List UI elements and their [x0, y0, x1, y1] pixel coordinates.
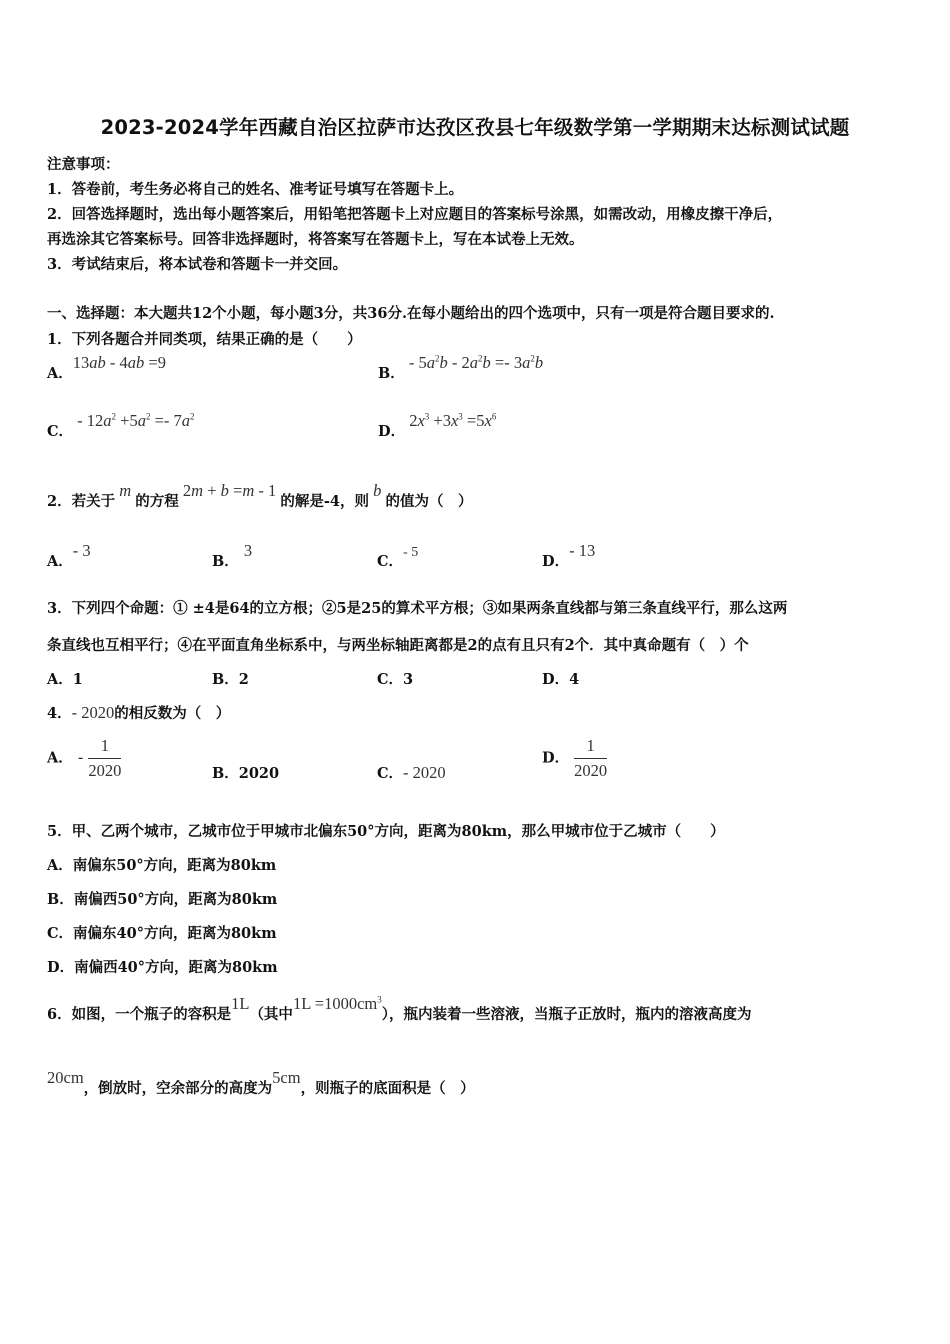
- q2-option-c: C．- 5: [377, 545, 419, 570]
- q4-option-d: D． $\frac{1}{2020}$: [542, 736, 608, 780]
- notice-item: 1．答卷前，考生务必将自己的姓名、准考证号填写在答题卡上。: [47, 181, 464, 198]
- q4-option-a: A． - $\frac{1}{2020}$: [47, 736, 122, 780]
- notice-item: 2．回答选择题时，选出每小题答案后，用铅笔把答题卡上对应题目的答案标号涂黑，如需改动，用橡皮擦干净后，: [47, 206, 783, 223]
- q2-option-a: A．- 3: [47, 541, 91, 570]
- q1-option-c: C． - $12a^2 +5a^2 =- 7a^2$: [47, 411, 195, 440]
- question-6-line-2: 20cm，倒放时，空余部分的高度为5cm，则瓶子的底面积是（ ）: [47, 1068, 475, 1097]
- q2-option-d: D．- 13: [542, 541, 596, 570]
- q1-b-expr: - $5a^2b - 2a^2b =- 3a^2b$: [404, 353, 544, 372]
- q1-option-a: A．13ab - 4ab =9: [47, 353, 166, 382]
- q3-option-d: D．4: [542, 671, 580, 688]
- question-3-line-2: 条直线也互相平行；④在平面直角坐标系中，与两坐标轴距离都是2的点有且只有2个．其中真命题有（ ）个: [47, 637, 749, 654]
- question-4-stem: 4．- 2020的相反数为（ ）: [47, 703, 231, 722]
- q5-option-b: B．南偏西50°方向，距离为80km: [47, 891, 278, 908]
- q1-option-b: B． - $5a^2b - 2a^2b =- 3a^2b$: [378, 353, 544, 382]
- q2-var-b: b: [373, 481, 382, 500]
- notice-heading: 注意事项：: [47, 156, 120, 173]
- q4-option-b: B．2020: [212, 765, 280, 782]
- q5-option-c: C．南偏东40°方向，距离为80km: [47, 925, 277, 942]
- question-6-line-1: 6．如图，一个瓶子的容积是1L（其中$1L =1000cm^3$），瓶内装着一些溶液，当瓶子正放时，瓶内的溶液高度为: [47, 994, 752, 1023]
- q3-option-c: C．3: [377, 671, 414, 688]
- q4-d-fraction: $\frac{1}{2020}$: [574, 736, 608, 780]
- q3-option-b: B．2: [212, 671, 249, 688]
- q3-option-a: A．1: [47, 671, 83, 688]
- q1-c-expr: - $12a^2 +5a^2 =- 7a^2$: [73, 411, 195, 430]
- q4-option-c: C．- 2020: [377, 763, 446, 782]
- section-heading: 一、选择题：本大题共12个小题，每小题3分，共36分.在每小题给出的四个选项中，只有一项是符合题目要求的.: [47, 305, 775, 322]
- q6-unit-equation: $1L =1000cm^3$: [292, 994, 382, 1013]
- page-title: 2023-2024学年西藏自治区拉萨市达孜区孜县七年级数学第一学期期末达标测试试题: [100, 116, 850, 139]
- q2-equation: 2m + b =m - 1: [178, 481, 281, 500]
- q1-a-expr: 13ab - 4ab =9: [72, 353, 166, 372]
- q2-var-m: m: [119, 481, 132, 500]
- notice-item: 3．考试结束后，将本试卷和答题卡一并交回。: [47, 256, 348, 273]
- q5-option-a: A．南偏东50°方向，距离为80km: [47, 857, 277, 874]
- notice-item: 再选涂其它答案标号。回答非选择题时，将答案写在答题卡上，写在本试卷上无效。: [47, 231, 584, 248]
- q2-option-b: B． 3: [212, 541, 253, 570]
- q1-d-expr: $2x^3 +3x^3 =5x^6$: [405, 411, 497, 430]
- q4-a-fraction: $\frac{1}{2020}$: [88, 736, 122, 780]
- question-2-stem: 2．若关于 m 的方程 2m + b =m - 1 的解是-4，则 b 的值为（ ）: [47, 481, 473, 510]
- question-5-stem: 5．甲、乙两个城市，乙城市位于甲城市北偏东50°方向，距离为80km，那么甲城市位于乙城市（ ）: [47, 823, 725, 840]
- question-1-stem: 1．下列各题合并同类项，结果正确的是（ ）: [47, 331, 362, 348]
- q1-option-d: D． $2x^3 +3x^3 =5x^6$: [378, 411, 497, 440]
- q5-option-d: D．南偏西40°方向，距离为80km: [47, 959, 278, 976]
- question-3-line-1: 3．下列四个命题：① ±4是64的立方根；②5是25的算术平方根；③如果两条直线都与第三条直线平行，那么这两: [47, 600, 788, 617]
